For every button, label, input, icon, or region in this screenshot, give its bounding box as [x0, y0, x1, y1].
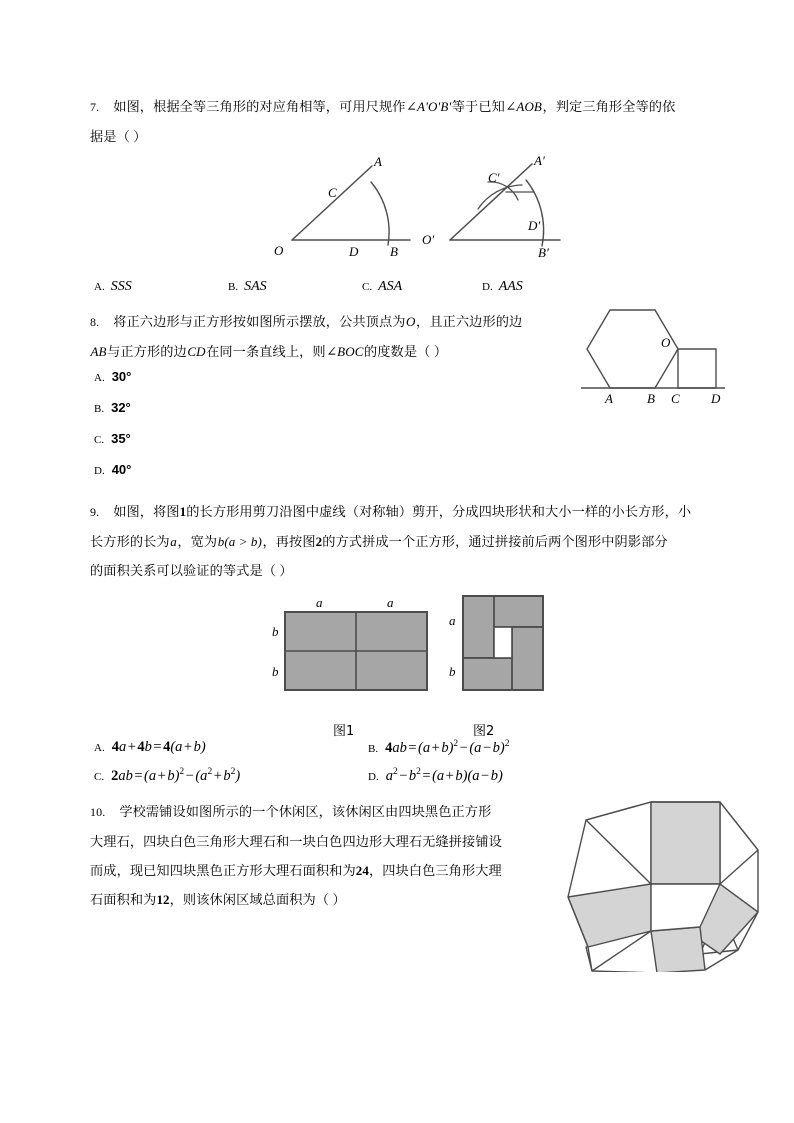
question-9-line-1: [90, 497, 710, 527]
square-top: [651, 802, 720, 884]
question-7: [90, 92, 710, 307]
label-D: D: [711, 391, 721, 405]
q8-text-c: 与正方形的边: [107, 344, 187, 359]
fig1-label-b-top: b: [272, 624, 279, 639]
q8-math-BOC: ∠BOC: [326, 344, 364, 359]
q9-text-e: ，再按图: [262, 534, 316, 549]
question-8-number: 8.: [90, 315, 100, 329]
q9-math-b-gt: b(a > b): [217, 534, 262, 549]
option-8-D[interactable]: [94, 462, 131, 478]
q8-math-CD: CD: [187, 344, 206, 359]
label-O: O: [274, 243, 284, 258]
label-O: O: [661, 335, 671, 350]
q7-math-angle-aob: ∠AOB: [505, 99, 542, 114]
fig1-grid: [285, 612, 427, 690]
right-arc-cd: [526, 180, 544, 246]
q10-value-12: 12: [156, 892, 170, 907]
option-8-B-value: 32°: [111, 400, 131, 415]
q10-text-d: ，四块白色三角形大理: [368, 863, 502, 878]
question-7-number: 7.: [90, 100, 100, 114]
q10-text-c: 而成，现已知四块黑色正方形大理石面积和为: [90, 863, 356, 878]
question-9-line-3: [90, 556, 710, 585]
option-7-B-value: SAS: [244, 279, 267, 294]
option-8-D-label: D.: [94, 465, 105, 477]
fig2-label-a: a: [449, 613, 456, 628]
label-D-prime: D′: [528, 218, 541, 233]
fig1-caption: 图1: [333, 724, 355, 739]
option-8-C[interactable]: [94, 431, 131, 447]
option-8-C-value: 35°: [111, 431, 131, 446]
left-arc-cd: [371, 182, 389, 245]
option-7-C-label: C.: [362, 281, 373, 293]
q8-math-AB: AB: [90, 344, 107, 359]
square-bottom: [651, 927, 705, 972]
option-8-B[interactable]: [94, 400, 131, 416]
option-9-C[interactable]: [94, 767, 240, 785]
q10-text-b: 大理石，四块白色三角形大理石和一块白色四边形大理石无缝拼接铺设: [90, 834, 502, 849]
option-7-B[interactable]: [228, 278, 267, 295]
q10-value-24: 24: [355, 863, 369, 878]
option-8-A-value: 30°: [111, 369, 132, 384]
q10-text-a: 学校需铺设如图所示的一个休闲区，该休闲区由四块黑色正方形: [119, 804, 492, 819]
q7-text-c: ，判定三角形全等的依: [542, 99, 676, 114]
option-8-D-value: 40°: [111, 462, 132, 477]
option-9-B[interactable]: [368, 739, 509, 757]
q8-text-e: 的度数是（ ）: [363, 344, 448, 359]
option-9-C-value: $2ab = (a + b)^2 - (a^2 + b^2)$: [111, 767, 241, 784]
option-8-C-label: C.: [94, 434, 105, 446]
q8-text-a: 将正六边形与正方形按如图所示摆放，公共顶点为: [113, 314, 406, 329]
option-7-A-label: A.: [94, 281, 105, 293]
rectangle-dissection-figure: [255, 592, 545, 739]
option-7-A-value: SSS: [110, 279, 132, 294]
q9-fig2-num: 2: [315, 534, 323, 549]
option-8-B-label: B.: [94, 403, 105, 415]
q9-text-g: 的面积关系可以验证的等式是（ ）: [90, 563, 293, 578]
edge-outer-b: [592, 971, 657, 972]
label-C: C: [328, 185, 337, 200]
option-8-A-label: A.: [94, 372, 105, 384]
q9-text-b: 的长方形用剪刀沿图中虚线（对称轴）剪开，分成四块形状和大小一样的小长方形，小: [186, 504, 692, 519]
label-B: B: [647, 391, 655, 405]
option-9-A[interactable]: [94, 739, 206, 756]
option-9-D-value: $a^2 - b^2 = (a + b)(a - b)$: [385, 767, 503, 784]
fig2-label-b: b: [449, 664, 456, 679]
label-A-prime: A′: [534, 153, 545, 168]
fig2-pinwheel: [463, 596, 543, 690]
option-9-D[interactable]: [368, 767, 503, 785]
fig1-label-b-bottom: b: [272, 664, 279, 679]
question-8-options: [90, 369, 390, 499]
option-7-B-label: B.: [228, 281, 239, 293]
option-7-C[interactable]: [362, 278, 402, 295]
q7-text-a: 如图，根据全等三角形的对应角相等，可用尺规作: [113, 99, 406, 114]
question-7-line-1: [90, 92, 710, 122]
fig2-caption: 图2: [473, 724, 495, 739]
label-D: D: [349, 244, 359, 259]
option-9-A-value: 4a + 4b = 4(a + b): [111, 739, 206, 755]
question-10-number: 10.: [90, 805, 106, 819]
question-9-line-2: [90, 527, 710, 556]
q10-text-e: 石面积和为: [90, 892, 157, 907]
right-construction-arc-2: [478, 185, 522, 209]
label-A: A: [605, 391, 613, 405]
option-7-D-label: D.: [482, 281, 493, 293]
option-7-D[interactable]: [482, 278, 523, 295]
question-content-column: [90, 92, 721, 977]
q7-text-b: 等于已知: [451, 99, 505, 114]
option-9-C-label: C.: [94, 770, 105, 783]
q8-text-b: ，且正六边形的边: [416, 314, 523, 329]
label-C-prime: C′: [488, 170, 500, 185]
q7-text-d: 据是（ ）: [90, 129, 147, 144]
label-O-prime: O′: [422, 232, 435, 247]
edge-outer-l: [568, 820, 586, 897]
option-9-B-value: $4ab = (a + b)^2 - (a - b)^2$: [385, 739, 510, 756]
option-7-A[interactable]: [94, 278, 132, 295]
q9-fig1-num: 1: [179, 504, 187, 519]
triangle-top-left: [586, 802, 651, 884]
left-ray-oa: [292, 166, 372, 240]
q9-math-a: a: [170, 534, 177, 549]
hexagon-square-figure: [575, 295, 760, 405]
q9-text-c: 长方形的长为: [90, 534, 170, 549]
question-7-line-2: [90, 122, 710, 151]
q8-math-O: O: [406, 314, 416, 329]
q7-math-angle-prime: ∠A'O'B': [406, 99, 452, 114]
question-10: [90, 797, 710, 977]
option-7-D-value: AAS: [498, 279, 523, 294]
fig1-label-a-left: a: [316, 595, 323, 610]
label-A: A: [374, 154, 382, 169]
option-9-D-label: D.: [368, 770, 379, 783]
question-9: [90, 497, 710, 797]
angle-construction-figure: [270, 152, 580, 262]
option-7-C-value: ASA: [378, 279, 403, 294]
option-9-A-label: A.: [94, 742, 105, 754]
pinwheel-squares-polygon-figure: [552, 787, 767, 972]
q9-text-f: 的方式拼成一个正方形，通过拼接前后两个图形中阴影部分: [322, 534, 668, 549]
question-8: [90, 307, 721, 497]
label-B: B: [390, 244, 398, 259]
q8-text-d: 在同一条直线上，则: [206, 344, 326, 359]
fig1-label-a-right: a: [387, 595, 394, 610]
option-8-A[interactable]: [94, 369, 131, 385]
square-shape: [678, 349, 716, 388]
q9-text-a: 如图，将图: [113, 504, 180, 519]
label-B-prime: B′: [538, 245, 549, 260]
q9-text-d: ，宽为: [177, 534, 218, 549]
q10-text-f: ，则该休闲区域总面积为（ ）: [169, 892, 346, 907]
label-C: C: [671, 391, 680, 405]
question-9-number: 9.: [90, 505, 100, 519]
option-9-B-label: B.: [368, 742, 379, 755]
